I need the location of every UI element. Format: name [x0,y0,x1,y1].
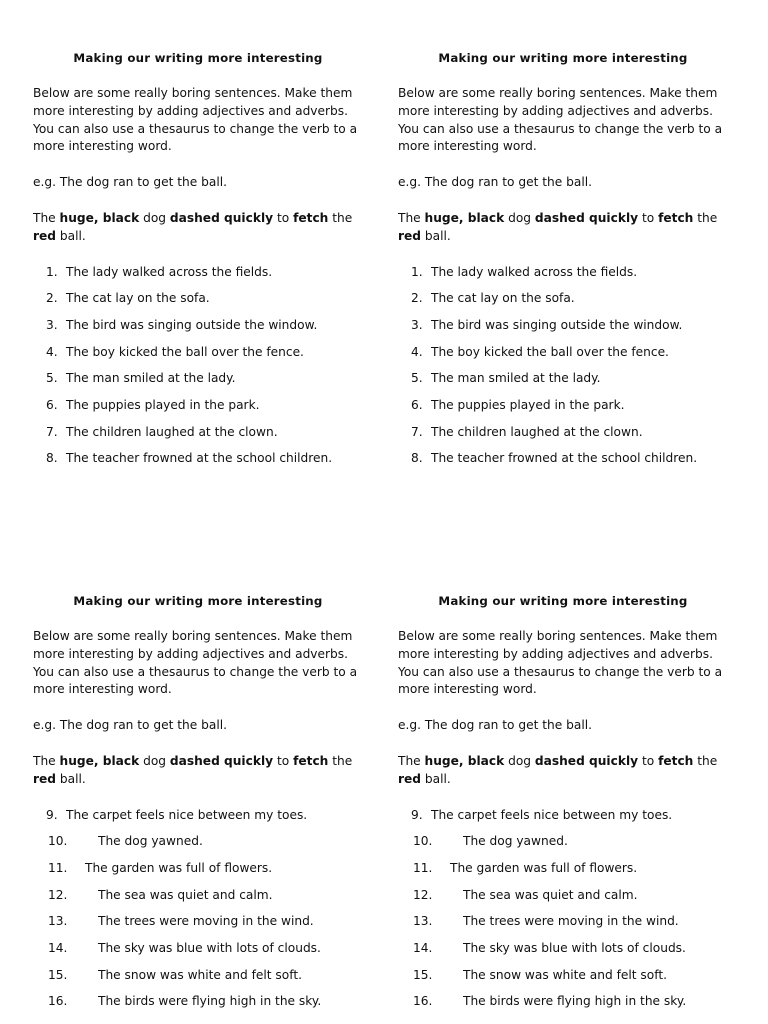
list-item: 7. The children laughed at the clown. [46,424,278,439]
list-item: 13. The trees were moving in the wind. [413,914,679,929]
worksheet-title: Making our writing more interesting [438,51,688,65]
list-item: 9. The carpet feels nice between my toes. [411,807,673,822]
list-item: 5. The man smiled at the lady. [46,371,236,386]
sentence-list [33,807,363,1021]
improved-sentence: The huge, black dog dashed quickly to fetch the red ball. [398,210,718,243]
list-item: 10. The dog yawned. [413,834,568,849]
list-item: 14. The sky was blue with lots of clouds. [48,941,321,956]
list-item: 9. The carpet feels nice between my toes. [46,807,308,822]
instructions: Below are some really boring sentences. Make them more interesting by adding adjectives and adverbs. You can also use a thesaurus to change the verb to a more interesting word. [33,86,358,154]
example-sentence: e.g. The dog ran to get the ball. [33,718,228,733]
list-item: 7. The children laughed at the clown. [411,424,643,439]
worksheet-title: Making our writing more interesting [73,594,323,608]
sentence-list [398,264,728,478]
worksheet-title: Making our writing more interesting [73,51,323,65]
list-item: 11. The garden was full of flowers. [48,860,273,875]
improved-sentence: The huge, black dog dashed quickly to fetch the red ball. [398,753,718,786]
list-item: 16. The birds were flying high in the sky. [48,994,322,1009]
list-item: 3. The bird was singing outside the window. [46,317,318,332]
list-item: 10. The dog yawned. [48,834,203,849]
list-item: 12. The sea was quiet and calm. [48,887,273,902]
list-item: 8. The teacher frowned at the school children. [46,451,333,466]
worksheet-title: Making our writing more interesting [438,594,688,608]
example-sentence: e.g. The dog ran to get the ball. [398,175,593,190]
improved-sentence: The huge, black dog dashed quickly to fetch the red ball. [33,210,353,243]
list-item: 3. The bird was singing outside the window. [411,317,683,332]
sentence-list [33,264,363,478]
list-item: 2. The cat lay on the sofa. [46,291,210,306]
list-item: 2. The cat lay on the sofa. [411,291,575,306]
instructions: Below are some really boring sentences. Make them more interesting by adding adjectives and adverbs. You can also use a thesaurus to change the verb to a more interesting word. [398,86,723,154]
improved-sentence: The huge, black dog dashed quickly to fetch the red ball. [33,753,353,786]
list-item: 14. The sky was blue with lots of clouds. [413,941,686,956]
list-item: 12. The sea was quiet and calm. [413,887,638,902]
list-item: 6. The puppies played in the park. [46,398,260,413]
list-item: 1. The lady walked across the fields. [46,264,273,279]
instructions: Below are some really boring sentences. Make them more interesting by adding adjectives and adverbs. You can also use a thesaurus to change the verb to a more interesting word. [398,629,723,697]
worksheet-card-top-right [398,50,728,477]
list-item: 11. The garden was full of flowers. [413,860,638,875]
list-item: 16. The birds were flying high in the sky. [413,994,687,1009]
list-item: 15. The snow was white and felt soft. [48,967,302,982]
list-item: 4. The boy kicked the ball over the fence. [46,344,304,359]
sentence-list [398,807,728,1021]
list-item: 5. The man smiled at the lady. [411,371,601,386]
list-item: 1. The lady walked across the fields. [411,264,638,279]
list-item: 13. The trees were moving in the wind. [48,914,314,929]
example-sentence: e.g. The dog ran to get the ball. [398,718,593,733]
list-item: 8. The teacher frowned at the school children. [411,451,698,466]
list-item: 15. The snow was white and felt soft. [413,967,667,982]
worksheet-card-bottom-right [398,593,728,1020]
example-sentence: e.g. The dog ran to get the ball. [33,175,228,190]
worksheet-card-top-left [33,50,363,477]
instructions: Below are some really boring sentences. Make them more interesting by adding adjectives and adverbs. You can also use a thesaurus to change the verb to a more interesting word. [33,629,358,697]
list-item: 4. The boy kicked the ball over the fence. [411,344,669,359]
list-item: 6. The puppies played in the park. [411,398,625,413]
worksheet-card-bottom-left [33,593,363,1020]
